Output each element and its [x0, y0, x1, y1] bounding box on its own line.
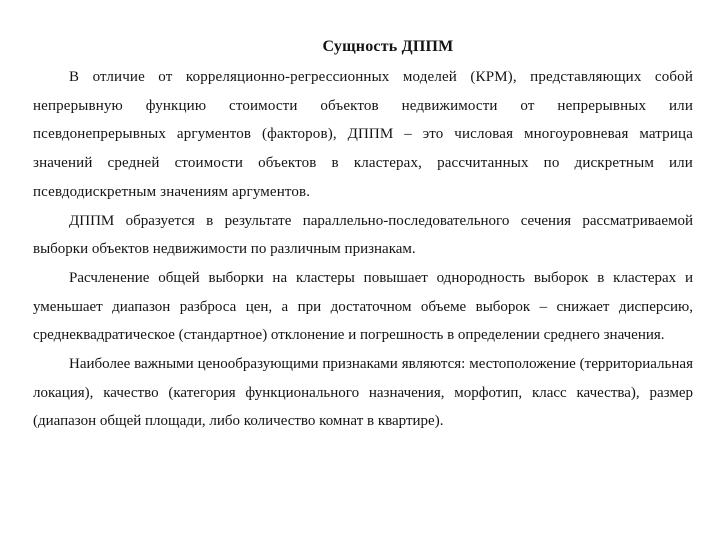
paragraph-clustering-effect: Расчленение общей выборки на кластеры повышает однородность выборок в кластерах и уменьшает диапазон разброса цен, а при достаточном объеме выборок – снижает дисперсию, среднеквадратическое (стандартное) отклонение и погрешность в определении среднего значения. — [33, 269, 693, 344]
paragraph-dppm-formation: ДППМ образуется в результате параллельно-последовательного сечения рассматриваемой выборки объектов недвижимости по различным признакам. — [33, 212, 693, 258]
paragraph-price-factors: Наиболее важными ценообразующими признаками являются: местоположение (территориальная локация), качество (категория функционального назначения, морфотип, класс качества), размер (диапазон общей площади, либо количество комнат в квартире). — [33, 356, 693, 430]
paragraph-krm-comparison: В отличие от корреляционно-регрессионных моделей (КРМ), представляющих собой непрерывную функцию стоимости объектов недвижимости от непрерывных или псевдонепрерывных аргументов (факторов), ДППМ – это числовая многоуровневая матрица значений средней стоимости объектов в кластерах, рассчитанных по дискретным или псевдодискретным значениям аргументов. — [33, 69, 693, 200]
slide-body — [33, 63, 693, 436]
slide-title: Сущность ДППМ — [322, 38, 454, 55]
